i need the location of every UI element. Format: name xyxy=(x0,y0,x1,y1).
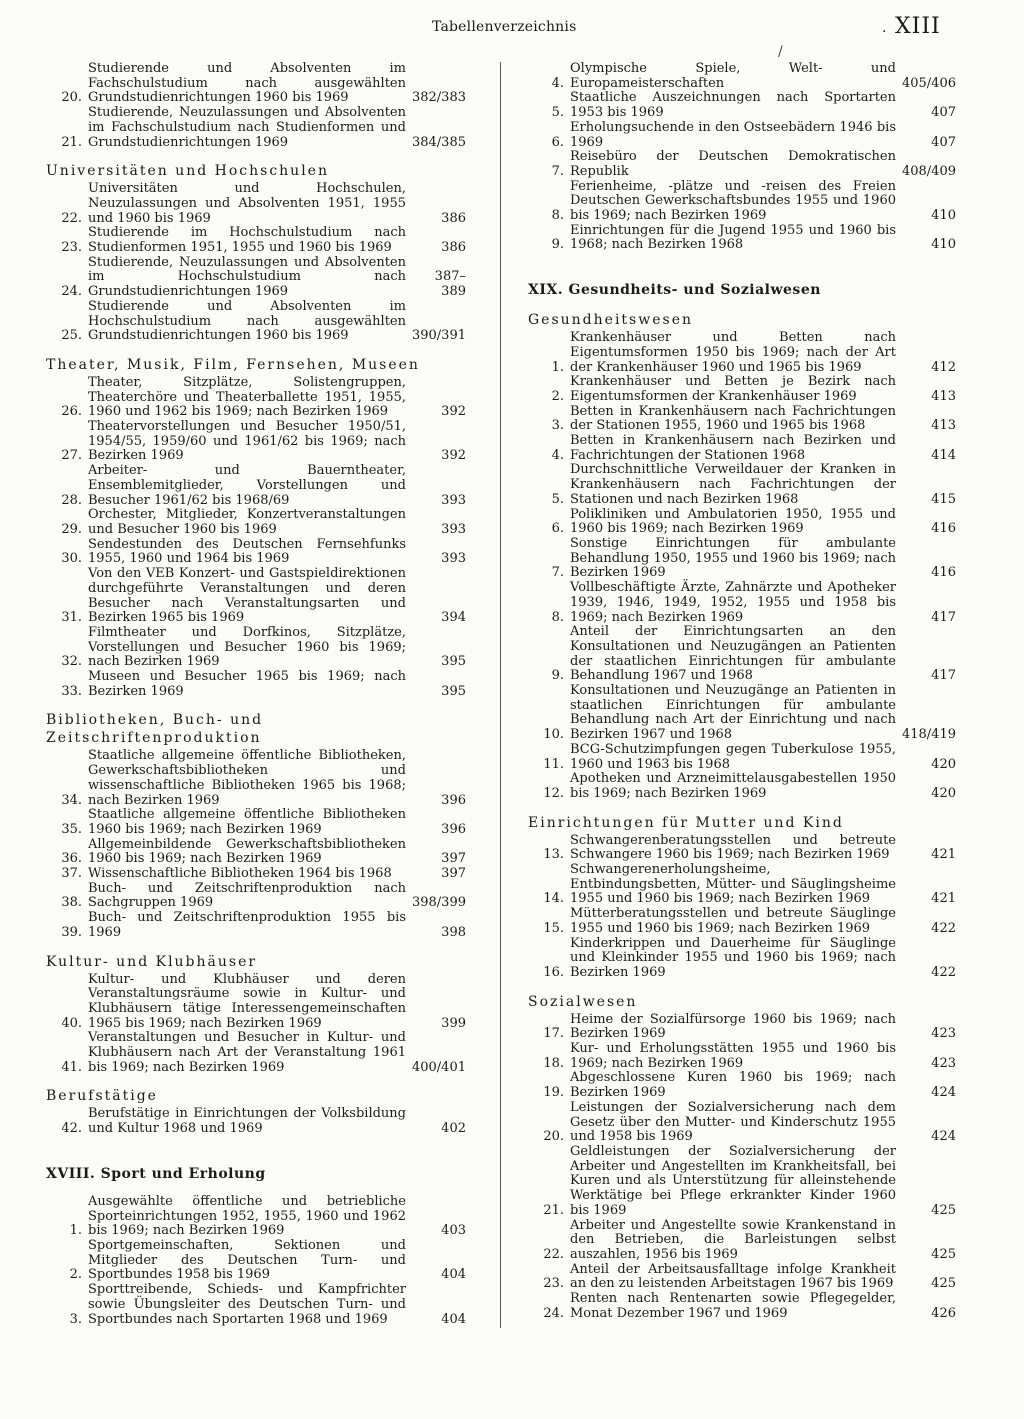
section-heading: Theater, Musik, Film, Fernsehen, Museen xyxy=(46,356,420,373)
entry-number: 4. xyxy=(551,447,564,463)
entry-page: 421 xyxy=(931,847,956,863)
entry-number: 9. xyxy=(551,668,564,684)
entry-page: 403 xyxy=(441,1223,466,1239)
entry-title: Anteil der Einrichtungsarten an den Konsultationen und Neuzugängen an Patienten der staatlichen Einrichtungen für ambulante Behandlung 1967 und 1968 xyxy=(570,624,896,684)
entry-title: Allgemeinbildende Gewerkschaftsbibliotheken 1960 bis 1969; nach Bezirken 1969 xyxy=(88,836,406,867)
entry-number: 36. xyxy=(61,851,82,867)
toc-entry xyxy=(46,670,466,699)
toc-entry xyxy=(528,581,956,625)
entry-title: Kur- und Erholungsstätten 1955 und 1960 bis 1969; nach Bezirken 1969 xyxy=(570,1041,896,1071)
entry-number: 31. xyxy=(61,610,82,626)
entry-number: 40. xyxy=(61,1015,82,1031)
entry-page: 424 xyxy=(931,1129,956,1145)
toc-entry xyxy=(46,62,466,106)
entry-title: Arbeiter und Angestellte sowie Krankenstand in den Betrieben, die Barleistungen selbst auszahlen, 1956 bis 1969 xyxy=(570,1217,896,1262)
toc-entry xyxy=(528,1013,956,1042)
entry-title: Museen und Besucher 1965 bis 1969; nach Bezirken 1969 xyxy=(88,669,406,699)
toc-entry xyxy=(46,1239,466,1283)
entry-number: 3. xyxy=(69,1311,82,1327)
entry-title: Ausgewählte öffentliche und betriebliche Sporteinrichtungen 1952, 1955, 1960 und 1962 bis 1969; nach Bezirken 1969 xyxy=(88,1193,406,1239)
entry-number: 18. xyxy=(543,1055,564,1071)
toc-entry xyxy=(528,121,956,150)
entry-number: 28. xyxy=(61,492,82,508)
entry-title: Staatliche allgemeine öffentliche Bibliotheken, Gewerkschaftsbibliotheken und wissenschaftliche Bibliotheken 1965 bis 1968; nach Bezirken 1969 xyxy=(88,748,406,808)
entry-title: Schwangerenberatungsstellen und betreute Schwangere 1960 bis 1969; nach Bezirken 1969 xyxy=(570,832,896,863)
entry-number: 2. xyxy=(69,1267,82,1283)
entry-title: Studierende im Hochschulstudium nach Studienformen 1951, 1955 und 1960 bis 1969 xyxy=(88,225,406,256)
entry-page: 423 xyxy=(931,1055,956,1071)
entry-page: 397 xyxy=(441,866,466,882)
entry-title: Sonstige Einrichtungen für ambulante Behandlung 1950, 1955 und 1960 bis 1969; nach Bezirken 1969 xyxy=(570,535,896,581)
entry-title: Sporttreibende, Schieds- und Kampfrichter sowie Übungsleiter des Deutschen Turn- und Sportbundes nach Sportarten 1968 und 1969 xyxy=(88,1282,406,1327)
entry-page: 425 xyxy=(931,1202,956,1218)
entry-number: 5. xyxy=(551,105,564,121)
toc-entry xyxy=(46,464,466,508)
right-column xyxy=(528,62,956,1321)
section-heading: Gesundheitswesen xyxy=(528,312,693,329)
entry-page: 390/391 xyxy=(411,328,466,344)
column-divider xyxy=(500,62,501,1328)
entry-number: 5. xyxy=(551,491,564,507)
entry-number: 30. xyxy=(61,551,82,567)
entry-title: Mütterberatungsstellen und betreute Säuglinge 1955 und 1960 bis 1969; nach Bezirken 1969 xyxy=(570,906,896,936)
entry-page: 393 xyxy=(441,492,466,508)
entry-page: 423 xyxy=(931,1026,956,1042)
toc-entry xyxy=(46,749,466,808)
entry-number: 33. xyxy=(61,683,82,699)
entry-title: Geldleistungen der Sozialversicherung der Arbeiter und Angestellten im Krankheitsfall, bei Kuren und als Unterstützung für alleinstehende Werktätige bei Pflege erkrankter Kinder 1960 bis 1969 xyxy=(570,1144,896,1218)
section-heading: Kultur- und Klubhäuser xyxy=(46,953,258,970)
chapter-heading: XVIII. Sport und Erholung xyxy=(46,1165,266,1182)
toc-entry xyxy=(528,1101,956,1145)
entry-title: Universitäten und Hochschulen, Neuzulassungen und Absolventen 1951, 1955 und 1960 bis 1969 xyxy=(88,181,406,226)
entry-page: 412 xyxy=(931,359,956,375)
toc-entry xyxy=(528,772,956,801)
entry-title: Studierende und Absolventen im Hochschulstudium nach ausgewählten Grundstudienrichtungen 1960 bis 1969 xyxy=(88,298,406,344)
entry-title: Konsultationen und Neuzugänge an Patienten in staatlichen Einrichtungen für ambulante Behandlung nach Art der Einrichtung und nach Bezirken 1967 und 1968 xyxy=(570,683,896,743)
toc-entry xyxy=(528,1042,956,1071)
entry-page: 415 xyxy=(931,491,956,507)
entry-number: 23. xyxy=(543,1276,564,1292)
entry-page: 408/409 xyxy=(901,163,956,179)
toc-entry xyxy=(46,538,466,567)
entry-number: 17. xyxy=(543,1026,564,1042)
toc-entry xyxy=(46,1195,466,1239)
entry-page: 418/419 xyxy=(901,727,956,743)
entry-page: 402 xyxy=(441,1121,466,1137)
toc-entry xyxy=(528,1263,956,1292)
toc-entry xyxy=(528,375,956,404)
toc-entry xyxy=(46,1031,466,1075)
entry-title: Staatliche allgemeine öffentliche Bibliotheken 1960 bis 1969; nach Bezirken 1969 xyxy=(88,807,406,837)
entry-number: 16. xyxy=(543,964,564,980)
entry-title: Durchschnittliche Verweildauer der Kranken in Krankenhäusern nach Fachrichtungen der Stationen und nach Bezirken 1968 xyxy=(570,462,896,507)
entry-title: Studierende, Neuzulassungen und Absolventen im Hochschulstudium nach Grundstudienrichtungen 1969 xyxy=(88,254,406,300)
entry-page: 416 xyxy=(931,521,956,537)
entry-page: 422 xyxy=(931,920,956,936)
entry-page: 413 xyxy=(931,388,956,404)
entry-title: Kinderkrippen und Dauerheime für Säuglinge und Kleinkinder 1955 und 1960 bis 1969; nach Bezirken 1969 xyxy=(570,935,896,980)
toc-entry xyxy=(528,405,956,434)
entry-title: Olympische Spiele, Welt- und Europameisterschaften xyxy=(570,61,896,91)
entry-title: Arbeiter- und Bauerntheater, Ensemblemitglieder, Vorstellungen und Besucher 1961/62 bis 1968/69 xyxy=(88,463,406,508)
section-heading: Einrichtungen für Mutter und Kind xyxy=(528,814,844,831)
entry-page: 422 xyxy=(931,964,956,980)
toc-entry xyxy=(46,911,466,940)
section-heading: Berufstätige xyxy=(46,1088,158,1105)
toc-entry xyxy=(528,331,956,375)
entry-page: 395 xyxy=(441,654,466,670)
entry-page: 398/399 xyxy=(411,895,466,911)
entry-title: Buch- und Zeitschriftenproduktion 1955 bis 1969 xyxy=(88,910,406,940)
entry-number: 41. xyxy=(61,1059,82,1075)
toc-entry xyxy=(46,256,466,300)
toc-entry xyxy=(528,62,956,91)
entry-page: 424 xyxy=(931,1085,956,1101)
entry-number: 14. xyxy=(543,891,564,907)
entry-title: Reisebüro der Deutschen Demokratischen Republik xyxy=(570,149,896,179)
toc-entry xyxy=(46,1107,466,1136)
entry-page: 396 xyxy=(441,792,466,808)
toc-entry xyxy=(46,508,466,537)
entry-number: 1. xyxy=(551,359,564,375)
entry-number: 6. xyxy=(551,521,564,537)
entry-number: 42. xyxy=(61,1121,82,1137)
header-dot: . xyxy=(882,20,887,36)
entry-page: 397 xyxy=(441,851,466,867)
entry-page: 384/385 xyxy=(411,134,466,150)
entry-number: 6. xyxy=(551,134,564,150)
entry-title: Anteil der Arbeitsausfalltage infolge Krankheit an den zu leistenden Arbeitstagen 1967 bis 1969 xyxy=(570,1261,896,1292)
entry-page: 392 xyxy=(441,448,466,464)
entry-title: Erholungsuchende in den Ostseebädern 1946 bis 1969 xyxy=(570,119,896,150)
entry-title: Apotheken und Arzneimittelausgabestellen 1950 bis 1969; nach Bezirken 1969 xyxy=(570,771,896,801)
entry-page: 386 xyxy=(441,210,466,226)
entry-number: 35. xyxy=(61,821,82,837)
entry-page: 393 xyxy=(441,551,466,567)
section-heading: Sozialwesen xyxy=(528,993,638,1010)
toc-entry xyxy=(46,867,466,882)
entry-page: 393 xyxy=(441,521,466,537)
entry-number: 2. xyxy=(551,388,564,404)
entry-page: 426 xyxy=(931,1305,956,1321)
toc-entry xyxy=(46,1283,466,1327)
entry-number: 3. xyxy=(551,418,564,434)
toc-entry xyxy=(46,882,466,911)
page-number: XIII xyxy=(895,14,941,39)
toc-entry xyxy=(46,226,466,255)
entry-number: 19. xyxy=(543,1085,564,1101)
toc-entry xyxy=(46,973,466,1032)
entry-number: 8. xyxy=(551,609,564,625)
entry-title: Kultur- und Klubhäuser und deren Veranstaltungsräume sowie in Kultur- und Klubhäusern tätige Interessengemeinschaften 1965 bis 1969; nach Bezirken 1969 xyxy=(88,971,406,1031)
entry-page: 395 xyxy=(441,683,466,699)
entry-page: 386 xyxy=(441,240,466,256)
toc-entry xyxy=(528,1292,956,1321)
toc-entry xyxy=(528,91,956,120)
toc-entry xyxy=(46,300,466,344)
section-heading: Bibliotheken, Buch- und Zeitschriftenproduktion xyxy=(46,712,264,747)
entry-number: 39. xyxy=(61,924,82,940)
toc-entry xyxy=(528,463,956,507)
toc-entry xyxy=(46,626,466,670)
entry-page: 405/406 xyxy=(901,75,956,91)
entry-page: 410 xyxy=(931,208,956,224)
entry-title: Betten in Krankenhäusern nach Bezirken und Fachrichtungen der Stationen 1968 xyxy=(570,433,896,463)
entry-title: Krankenhäuser und Betten nach Eigentumsformen 1950 bis 1969; nach der Art der Krankenhäuser 1960 und 1965 bis 1969 xyxy=(570,330,896,375)
entry-title: Sportgemeinschaften, Sektionen und Mitglieder des Deutschen Turn- und Sportbundes 1958 bis 1969 xyxy=(88,1238,406,1283)
entry-number: 8. xyxy=(551,208,564,224)
entry-number: 20. xyxy=(61,90,82,106)
entry-page: 414 xyxy=(931,447,956,463)
toc-entry xyxy=(46,567,466,626)
left-column xyxy=(46,62,466,1327)
entry-page: 425 xyxy=(931,1276,956,1292)
toc-entry xyxy=(528,180,956,224)
entry-title: Berufstätige in Einrichtungen der Volksbildung und Kultur 1968 und 1969 xyxy=(88,1106,406,1137)
entry-number: 10. xyxy=(543,727,564,743)
entry-title: Leistungen der Sozialversicherung nach dem Gesetz über den Mutter- und Kinderschutz 1955 und 1958 bis 1969 xyxy=(570,1099,896,1145)
entry-number: 1. xyxy=(69,1223,82,1239)
entry-number: 29. xyxy=(61,521,82,537)
entry-title: Studierende und Absolventen im Fachschulstudium nach ausgewählten Grundstudienrichtungen 1960 bis 1969 xyxy=(88,61,406,106)
entry-number: 38. xyxy=(61,895,82,911)
entry-number: 26. xyxy=(61,404,82,420)
toc-entry xyxy=(528,625,956,684)
entry-number: 21. xyxy=(61,134,82,150)
entry-number: 7. xyxy=(551,565,564,581)
entry-page: 398 xyxy=(441,924,466,940)
entry-page: 417 xyxy=(931,609,956,625)
toc-entry xyxy=(528,907,956,936)
toc-entry xyxy=(528,1219,956,1263)
entry-page: 420 xyxy=(931,756,956,772)
toc-entry xyxy=(46,808,466,837)
entry-number: 13. xyxy=(543,847,564,863)
stray-mark: / xyxy=(778,44,783,60)
entry-title: Staatliche Auszeichnungen nach Sportarten 1953 bis 1969 xyxy=(570,90,896,121)
toc-entry xyxy=(46,420,466,464)
entry-page: 394 xyxy=(441,610,466,626)
entry-title: BCG-Schutzimpfungen gegen Tuberkulose 1955, 1960 und 1963 bis 1968 xyxy=(570,741,896,772)
toc-entry xyxy=(528,684,956,743)
entry-number: 24. xyxy=(61,284,82,300)
entry-page: 407 xyxy=(931,105,956,121)
section-heading: Universitäten und Hochschulen xyxy=(46,163,329,180)
entry-page: 413 xyxy=(931,418,956,434)
toc-entry xyxy=(528,537,956,581)
entry-title: Vollbeschäftigte Ärzte, Zahnärzte und Apotheker 1939, 1946, 1949, 1952, 1955 und 1958 bis 1969; nach Bezirken 1969 xyxy=(570,580,896,625)
entry-title: Einrichtungen für die Jugend 1955 und 1960 bis 1968; nach Bezirken 1968 xyxy=(570,222,896,253)
entry-title: Krankenhäuser und Betten je Bezirk nach Eigentumsformen der Krankenhäuser 1969 xyxy=(570,374,896,404)
entry-number: 23. xyxy=(61,240,82,256)
toc-entry xyxy=(528,150,956,179)
entry-title: Theater, Sitzplätze, Solistengruppen, Theaterchöre und Theaterballette 1951, 1955, 1960 und 1962 bis 1969; nach Bezirken 1969 xyxy=(88,374,406,420)
entry-number: 7. xyxy=(551,163,564,179)
running-header: Tabellenverzeichnis xyxy=(432,19,577,35)
entry-number: 22. xyxy=(61,210,82,226)
entry-number: 32. xyxy=(61,654,82,670)
entry-page: 420 xyxy=(931,785,956,801)
entry-number: 27. xyxy=(61,448,82,464)
entry-title: Theatervorstellungen und Besucher 1950/51, 1954/55, 1959/60 und 1961/62 bis 1969; nach Bezirken 1969 xyxy=(88,419,406,464)
entry-number: 24. xyxy=(543,1305,564,1321)
entry-title: Buch- und Zeitschriftenproduktion nach Sachgruppen 1969 xyxy=(88,880,406,911)
entry-number: 15. xyxy=(543,920,564,936)
toc-entry xyxy=(528,1145,956,1219)
entry-number: 37. xyxy=(61,866,82,882)
entry-title: Betten in Krankenhäusern nach Fachrichtungen der Stationen 1955, 1960 und 1965 bis 1968 xyxy=(570,403,896,434)
entry-page: 387–389 xyxy=(434,269,466,300)
entry-page: 417 xyxy=(931,668,956,684)
toc-entry xyxy=(46,838,466,867)
entry-title: Studierende, Neuzulassungen und Absolventen im Fachschulstudium nach Studienformen und Grundstudienrichtungen 1969 xyxy=(88,105,406,150)
entry-page: 396 xyxy=(441,821,466,837)
toc-entry xyxy=(46,106,466,150)
entry-page: 404 xyxy=(441,1311,466,1327)
toc-entry xyxy=(528,937,956,981)
entry-title: Polikliniken und Ambulatorien 1950, 1955 und 1960 bis 1969; nach Bezirken 1969 xyxy=(570,506,896,537)
toc-entry xyxy=(528,508,956,537)
entry-number: 20. xyxy=(543,1129,564,1145)
entry-title: Sendestunden des Deutschen Fernsehfunks 1955, 1960 und 1964 bis 1969 xyxy=(88,536,406,567)
entry-number: 11. xyxy=(543,756,564,772)
chapter-heading: XIX. Gesundheits- und Sozialwesen xyxy=(528,282,821,299)
entry-number: 9. xyxy=(551,237,564,253)
entry-page: 404 xyxy=(441,1267,466,1283)
entry-page: 407 xyxy=(931,134,956,150)
toc-entry xyxy=(46,182,466,226)
toc-entry xyxy=(528,1071,956,1100)
entry-title: Ferienheime, -plätze und -reisen des Freien Deutschen Gewerkschaftsbundes 1955 und 1960 bis 1969; nach Bezirken 1969 xyxy=(570,178,896,224)
entry-page: 399 xyxy=(441,1015,466,1031)
entry-page: 425 xyxy=(931,1246,956,1262)
entry-page: 410 xyxy=(931,237,956,253)
entry-title: Filmtheater und Dorfkinos, Sitzplätze, Vorstellungen und Besucher 1960 bis 1969; nach Bezirken 1969 xyxy=(88,624,406,670)
entry-page: 382/383 xyxy=(411,90,466,106)
toc-entry xyxy=(528,743,956,772)
entry-title: Wissenschaftliche Bibliotheken 1964 bis 1968 xyxy=(88,866,392,882)
entry-number: 25. xyxy=(61,328,82,344)
entry-page: 400/401 xyxy=(411,1059,466,1075)
entry-title: Schwangerenerholungsheime, Entbindungsbetten, Mütter- und Säuglingsheime 1955 und 1960 bis 1969; nach Bezirken 1969 xyxy=(570,862,896,907)
entry-title: Renten nach Rentenarten sowie Pflegegelder, Monat Dezember 1967 und 1969 xyxy=(570,1291,896,1321)
toc-entry xyxy=(528,834,956,863)
toc-entry xyxy=(46,376,466,420)
entry-title: Von den VEB Konzert- und Gastspieldirektionen durchgeführte Veranstaltungen und deren Besucher nach Veranstaltungsarten und Bezirken 1965 bis 1969 xyxy=(88,566,406,626)
entry-number: 12. xyxy=(543,785,564,801)
entry-number: 4. xyxy=(551,75,564,91)
toc-entry xyxy=(528,434,956,463)
entry-title: Heime der Sozialfürsorge 1960 bis 1969; nach Bezirken 1969 xyxy=(570,1011,896,1042)
entry-number: 21. xyxy=(543,1202,564,1218)
toc-entry xyxy=(528,224,956,253)
entry-title: Veranstaltungen und Besucher in Kultur- und Klubhäusern nach Art der Veranstaltung 1961 bis 1969; nach Bezirken 1969 xyxy=(88,1030,406,1075)
toc-entry xyxy=(528,863,956,907)
entry-number: 34. xyxy=(61,792,82,808)
entry-page: 421 xyxy=(931,891,956,907)
entry-title: Abgeschlossene Kuren 1960 bis 1969; nach Bezirken 1969 xyxy=(570,1070,896,1101)
entry-title: Orchester, Mitglieder, Konzertveranstaltungen und Besucher 1960 bis 1969 xyxy=(88,507,406,537)
entry-page: 392 xyxy=(441,404,466,420)
entry-page: 416 xyxy=(931,565,956,581)
entry-number: 22. xyxy=(543,1246,564,1262)
